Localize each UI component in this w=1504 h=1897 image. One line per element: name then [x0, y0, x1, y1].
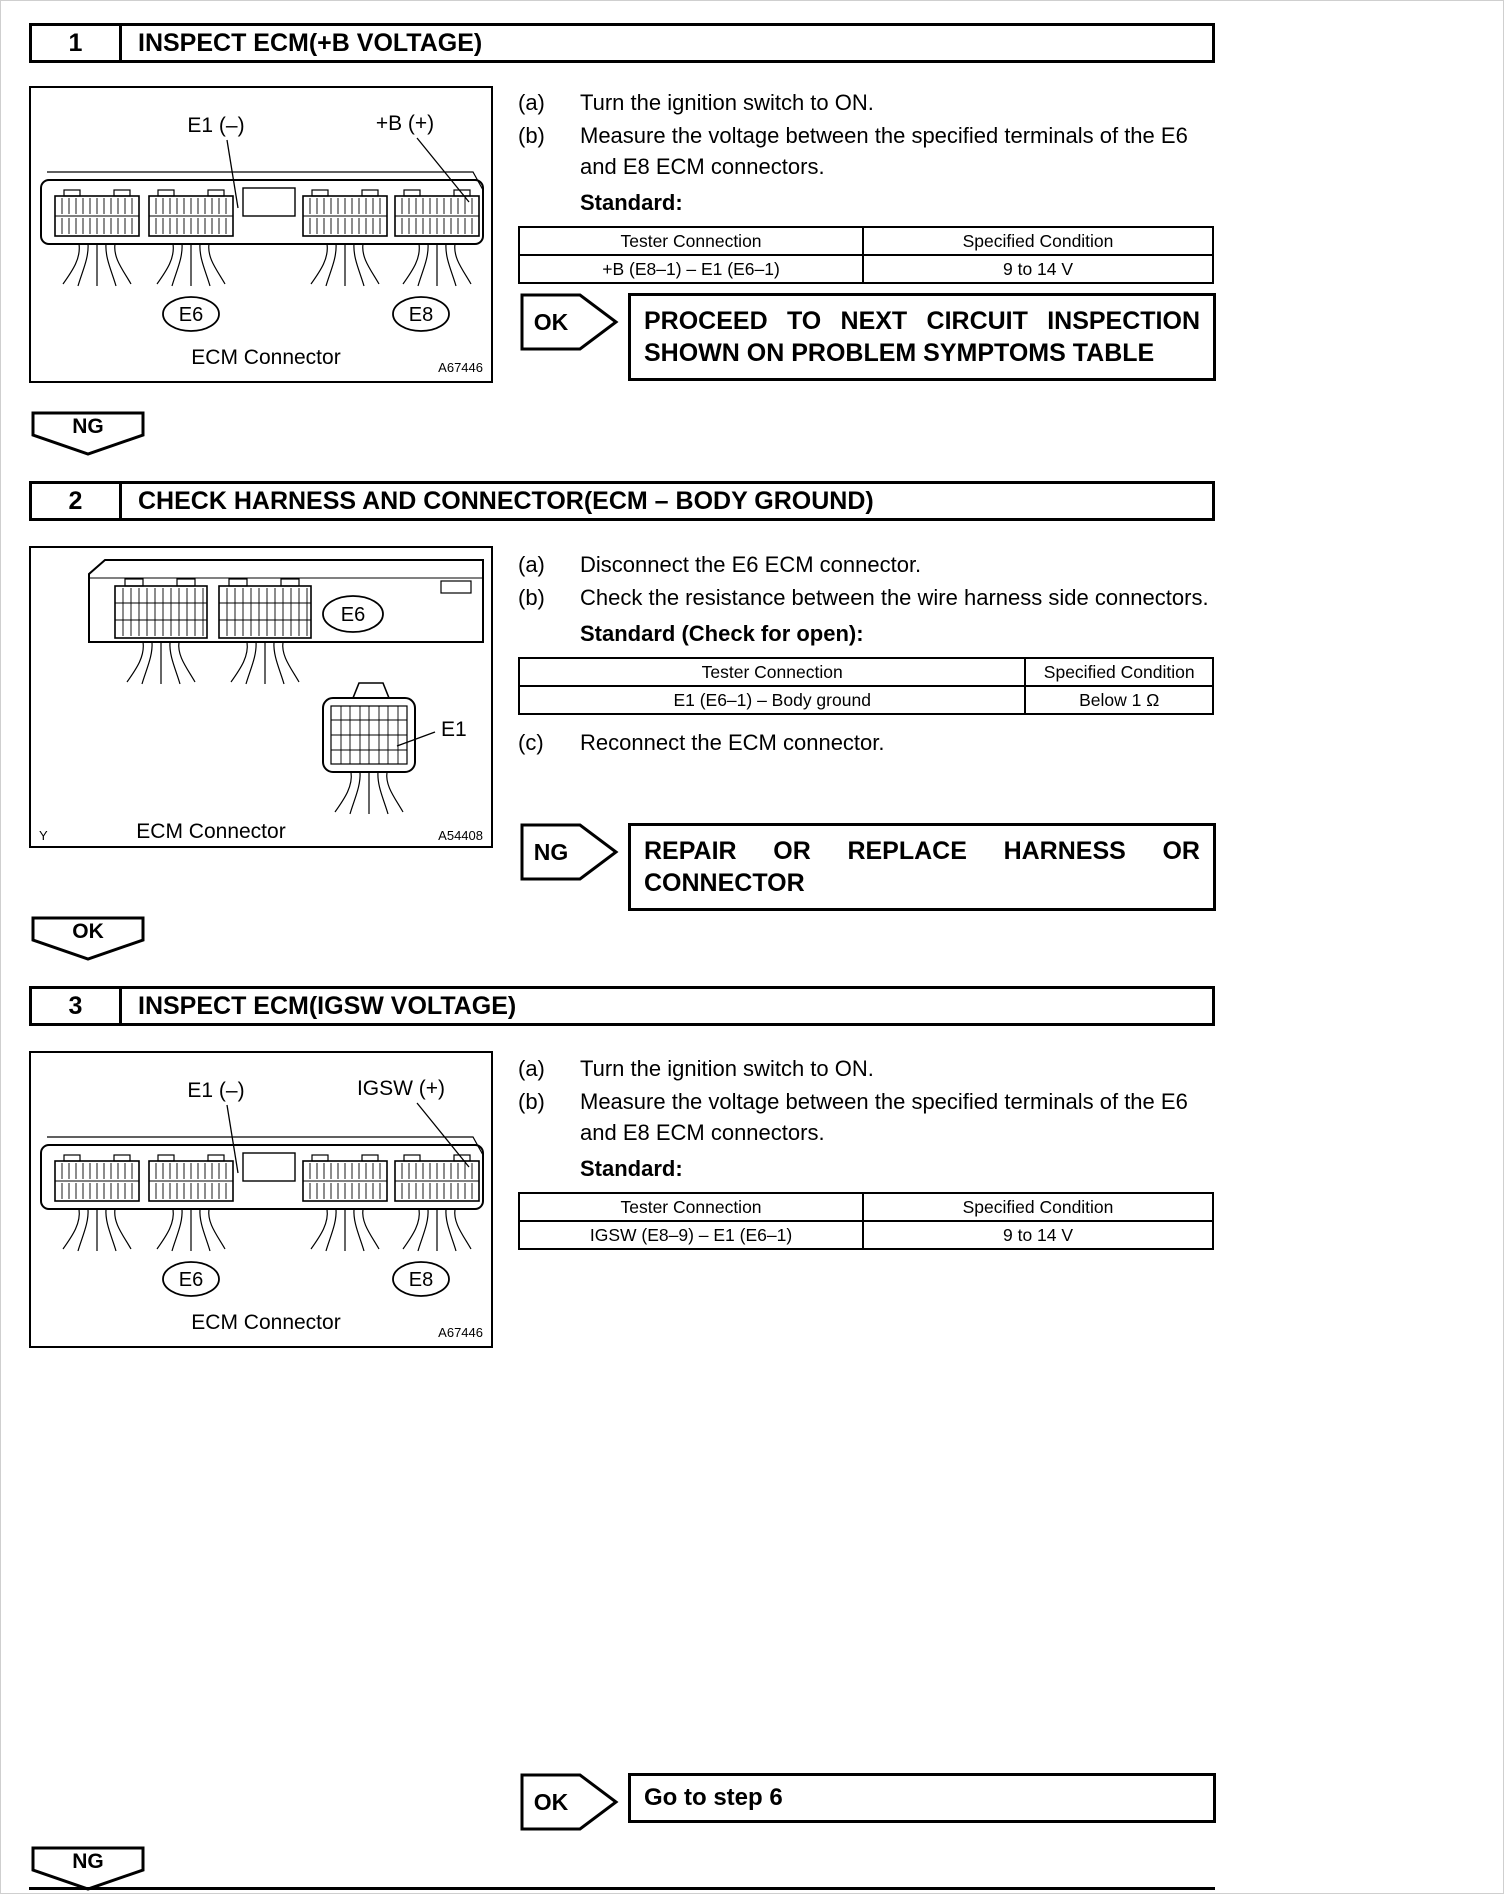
ecm-case	[41, 172, 483, 244]
instruction-text: Turn the ignition switch to ON.	[580, 1056, 874, 1081]
connector-label-e6: E6	[178, 304, 204, 326]
step-1-figure	[29, 86, 493, 383]
tester-connection-cell: E1 (E6–1) – Body ground	[519, 686, 1025, 714]
wire-bundles	[63, 1209, 471, 1251]
figure-code: A67446	[438, 360, 483, 375]
instruction-letter: (b)	[518, 1089, 545, 1114]
table-row	[519, 255, 1213, 283]
wire-bundles	[127, 642, 299, 684]
ecm-case	[41, 1137, 483, 1209]
col-header-tester-connection: Tester Connection	[519, 227, 863, 255]
instruction-letter: (a)	[518, 1056, 545, 1081]
ecm-connector-diagram-2	[31, 548, 491, 846]
instruction-letter: (b)	[518, 123, 545, 148]
table-header-row	[519, 658, 1213, 686]
instruction-letter: (c)	[518, 730, 544, 755]
step-3-number: 3	[32, 989, 122, 1023]
pin-label-e1: E1	[441, 718, 467, 741]
tester-connection-cell: IGSW (E8–9) – E1 (E6–1)	[519, 1221, 863, 1249]
instruction-letter: (b)	[518, 585, 545, 610]
instruction-text: Turn the ignition switch to ON.	[580, 90, 874, 115]
step-1-number: 1	[32, 26, 122, 60]
flow-pointer-ok	[31, 916, 145, 967]
ok-arrow-tag	[520, 1773, 620, 1831]
standard-label: Standard:	[580, 1156, 683, 1181]
step-2-instructions	[518, 549, 1212, 760]
wire-bundles	[63, 244, 471, 286]
standard-label: Standard:	[580, 190, 683, 215]
decision-action-box: REPAIR OR REPLACE HARNESS OR CONNECTOR	[628, 823, 1216, 911]
connector-label-e8: E8	[408, 1269, 434, 1291]
step-2-number: 2	[32, 484, 122, 518]
figure-caption: ECM Connector	[191, 346, 341, 369]
step-2-header	[29, 481, 1215, 521]
col-header-tester-connection: Tester Connection	[519, 658, 1025, 686]
pin-label-e1: E1 (–)	[187, 114, 245, 137]
e1-connector	[323, 683, 415, 814]
flow-label: OK	[72, 920, 104, 943]
connector-label-e6: E6	[178, 1269, 204, 1291]
step-3-decision	[520, 1773, 1216, 1831]
table-header-row	[519, 227, 1213, 255]
instruction-b	[518, 1086, 1212, 1148]
step-1-decision	[520, 293, 1216, 381]
step-2-title: CHECK HARNESS AND CONNECTOR(ECM – BODY GROUND)	[138, 486, 874, 515]
pin-label-igsw: IGSW (+)	[356, 1077, 446, 1100]
flow-label: NG	[72, 415, 104, 438]
pin-label-b-plus: +B (+)	[375, 112, 435, 135]
connector-blocks	[55, 1155, 479, 1201]
spec-table-3	[518, 1192, 1214, 1250]
ok-arrow-tag	[520, 293, 620, 351]
instruction-text: Check the resistance between the wire harness side connectors.	[580, 585, 1209, 610]
step-1-title: INSPECT ECM(+B VOLTAGE)	[138, 28, 483, 57]
connector-label-e6: E6	[340, 604, 366, 626]
step-3-instructions	[518, 1053, 1212, 1250]
ecm-connector-diagram-3	[31, 1053, 491, 1346]
decision-action-box: PROCEED TO NEXT CIRCUIT INSPECTION SHOWN ON PROBLEM SYMPTOMS TABLE	[628, 293, 1216, 381]
leader-line-b-plus	[417, 138, 469, 202]
bottom-rule	[29, 1887, 1215, 1890]
flow-label: NG	[72, 1850, 104, 1873]
table-row	[519, 1221, 1213, 1249]
spec-table-2	[518, 657, 1214, 715]
step-3-figure	[29, 1051, 493, 1348]
tag-label: OK	[533, 1789, 569, 1815]
flow-pointer-ng	[31, 411, 145, 462]
step-2-decision	[520, 823, 1216, 911]
figure-code: A67446	[438, 1325, 483, 1340]
step-1-header	[29, 23, 1215, 63]
instruction-text: Measure the voltage between the specified terminals of the E6 and E8 ECM connectors.	[580, 123, 1188, 179]
instruction-b	[518, 120, 1212, 182]
specified-condition-cell: Below 1 Ω	[1025, 686, 1213, 714]
instruction-letter: (a)	[518, 90, 545, 115]
step-3-title: INSPECT ECM(IGSW VOLTAGE)	[138, 991, 517, 1020]
ng-arrow-tag	[520, 823, 620, 881]
tag-label: NG	[533, 839, 569, 865]
step-1-instructions	[518, 87, 1212, 284]
decision-action-box: Go to step 6	[628, 1773, 1216, 1823]
instruction-a	[518, 87, 1212, 118]
instruction-a	[518, 1053, 1212, 1084]
figure-caption: ECM Connector	[191, 1311, 341, 1334]
instruction-a	[518, 549, 1212, 580]
instruction-b	[518, 582, 1212, 613]
instruction-letter: (a)	[518, 552, 545, 577]
specified-condition-cell: 9 to 14 V	[863, 1221, 1213, 1249]
tester-connection-cell: +B (E8–1) – E1 (E6–1)	[519, 255, 863, 283]
figure-code: A54408	[438, 828, 483, 843]
figure-caption: ECM Connector	[136, 820, 286, 843]
col-header-specified-condition: Specified Condition	[1025, 658, 1213, 686]
connector-blocks	[115, 579, 311, 638]
col-header-tester-connection: Tester Connection	[519, 1193, 863, 1221]
corner-mark: Y	[39, 828, 48, 843]
table-row	[519, 686, 1213, 714]
step-3-header	[29, 986, 1215, 1026]
specified-condition-cell: 9 to 14 V	[863, 255, 1213, 283]
step-2-figure	[29, 546, 493, 848]
connector-label-e8: E8	[408, 304, 434, 326]
spec-table-1	[518, 226, 1214, 284]
table-header-row	[519, 1193, 1213, 1221]
tag-label: OK	[533, 309, 569, 335]
pin-label-e1: E1 (–)	[187, 1079, 245, 1102]
leader-line-igsw	[417, 1103, 469, 1167]
instruction-text: Measure the voltage between the specified terminals of the E6 and E8 ECM connectors.	[580, 1089, 1188, 1145]
col-header-specified-condition: Specified Condition	[863, 1193, 1213, 1221]
instruction-c	[518, 727, 1212, 758]
instruction-text: Reconnect the ECM connector.	[580, 730, 885, 755]
ecm-case	[89, 560, 483, 642]
instruction-text: Disconnect the E6 ECM connector.	[580, 552, 922, 577]
standard-label: Standard (Check for open):	[580, 621, 864, 646]
connector-blocks	[55, 190, 479, 236]
col-header-specified-condition: Specified Condition	[863, 227, 1213, 255]
ecm-connector-diagram-1	[31, 88, 491, 381]
